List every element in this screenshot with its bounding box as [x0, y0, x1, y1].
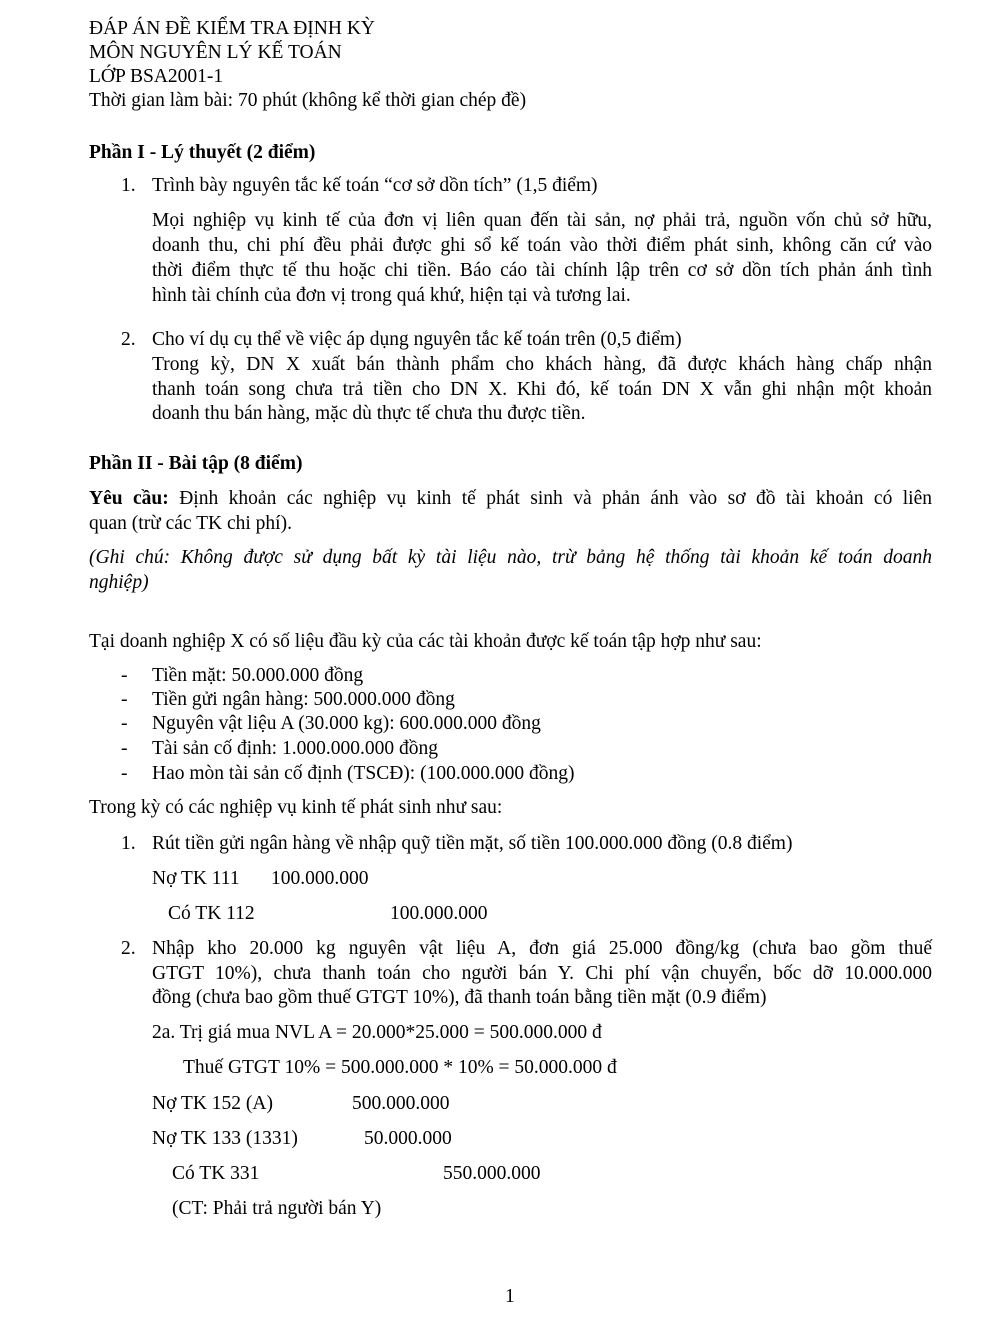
class-code: LỚP BSA2001-1: [89, 66, 224, 87]
note-line-2: nghiệp): [89, 572, 149, 593]
q2-answer-line: doanh thu bán hàng, mặc dù thực tế chưa thu được tiền.: [152, 403, 586, 424]
t1-number: 1.: [121, 833, 136, 854]
q1-text: Trình bày nguyên tắc kế toán “cơ sở dồn tích” (1,5 điểm): [152, 175, 598, 196]
t1-credit-amount: 100.000.000: [390, 903, 488, 924]
list-dash: -: [121, 689, 128, 710]
t2-debit2-amount: 50.000.000: [364, 1128, 452, 1149]
t2-number: 2.: [121, 938, 136, 959]
requirement-text: Định khoản các nghiệp vụ kinh tế phát sinh và phản ánh vào sơ đồ tài khoản có liên: [168, 488, 933, 509]
t2-text-line: đồng (chưa bao gồm thuế GTGT 10%), đã thanh toán bằng tiền mặt (0.9 điểm): [152, 987, 767, 1008]
t2-text-line: Nhập kho 20.000 kg nguyên vật liệu A, đơn giá 25.000 đồng/kg (chưa bao gồm thuế: [152, 938, 932, 959]
q1-answer-line: doanh thu, chi phí đều phải được ghi sổ kế toán vào thời điểm phát sinh, không căn cứ vào: [152, 235, 932, 256]
page-number: 1: [505, 1286, 515, 1307]
t2-debit2-account: Nợ TK 133 (1331): [152, 1128, 298, 1149]
opening-balances-intro: Tại doanh nghiệp X có số liệu đầu kỳ của các tài khoản được kế toán tập hợp như sau:: [89, 631, 762, 652]
balance-item: Tài sản cố định: 1.000.000.000 đồng: [152, 738, 438, 759]
requirement-line-2: quan (trừ các TK chi phí).: [89, 513, 292, 534]
t2-detail-note: (CT: Phải trả người bán Y): [172, 1198, 382, 1219]
transactions-intro: Trong kỳ có các nghiệp vụ kinh tế phát sinh như sau:: [89, 797, 503, 818]
list-dash: -: [121, 738, 128, 759]
t1-credit-account: Có TK 112: [168, 903, 255, 924]
t1-text: Rút tiền gửi ngân hàng về nhập quỹ tiền mặt, số tiền 100.000.000 đồng (0.8 điểm): [152, 833, 793, 854]
balance-item: Tiền mặt: 50.000.000 đồng: [152, 665, 364, 686]
t2-text-line: GTGT 10%), chưa thanh toán cho người bán Y. Chi phí vận chuyển, bốc dỡ 10.000.000: [152, 963, 932, 984]
t1-debit-account: Nợ TK 111: [152, 868, 240, 889]
subject-title: MÔN NGUYÊN LÝ KẾ TOÁN: [89, 42, 342, 63]
q2-number: 2.: [121, 329, 136, 350]
requirement-line: [89, 487, 932, 511]
note-line: (Ghi chú: Không được sử dụng bất kỳ tài liệu nào, trừ bảng hệ thống tài khoản kế toán doanh: [89, 547, 932, 568]
t2-credit-amount: 550.000.000: [443, 1163, 541, 1184]
t2-calc-purchase: 2a. Trị giá mua NVL A = 20.000*25.000 = 500.000.000 đ: [152, 1022, 602, 1043]
answer-key-title: ĐÁP ÁN ĐỀ KIỂM TRA ĐỊNH KỲ: [89, 18, 375, 39]
t2-debit1-amount: 500.000.000: [352, 1093, 450, 1114]
t2-calc-vat: Thuế GTGT 10% = 500.000.000 * 10% = 50.000.000 đ: [183, 1057, 617, 1078]
part2-heading: Phần II - Bài tập (8 điểm): [89, 453, 303, 474]
balance-item: Nguyên vật liệu A (30.000 kg): 600.000.000 đồng: [152, 713, 541, 734]
exam-duration: Thời gian làm bài: 70 phút (không kể thời gian chép đề): [89, 90, 527, 111]
q1-number: 1.: [121, 175, 136, 196]
q2-text: Cho ví dụ cụ thể về việc áp dụng nguyên tắc kế toán trên (0,5 điểm): [152, 329, 682, 350]
t2-debit1-account: Nợ TK 152 (A): [152, 1093, 273, 1114]
balance-item: Tiền gửi ngân hàng: 500.000.000 đồng: [152, 689, 455, 710]
balance-item: Hao mòn tài sản cố định (TSCĐ): (100.000.000 đồng): [152, 763, 575, 784]
q1-answer-line: Mọi nghiệp vụ kinh tế của đơn vị liên quan đến tài sản, nợ phải trả, nguồn vốn chủ sở hữu,: [152, 210, 932, 231]
q1-answer-line: thời điểm thực tế thu hoặc chi tiền. Báo cáo tài chính lập trên cơ sở dồn tích phản ánh tình: [152, 260, 932, 281]
part1-heading: Phần I - Lý thuyết (2 điểm): [89, 142, 316, 163]
requirement-label: Yêu cầu:: [89, 488, 169, 509]
q2-answer-line: thanh toán song chưa trả tiền cho DN X. Khi đó, kế toán DN X vẫn ghi nhận một khoản: [152, 379, 932, 400]
t1-debit-amount: 100.000.000: [271, 868, 369, 889]
q1-answer-line: hình tài chính của đơn vị trong quá khứ, hiện tại và tương lai.: [152, 285, 631, 306]
list-dash: -: [121, 713, 128, 734]
list-dash: -: [121, 763, 128, 784]
list-dash: -: [121, 665, 128, 686]
q2-answer-line: Trong kỳ, DN X xuất bán thành phẩm cho khách hàng, đã được khách hàng chấp nhận: [152, 354, 932, 375]
t2-credit-account: Có TK 331: [172, 1163, 260, 1184]
